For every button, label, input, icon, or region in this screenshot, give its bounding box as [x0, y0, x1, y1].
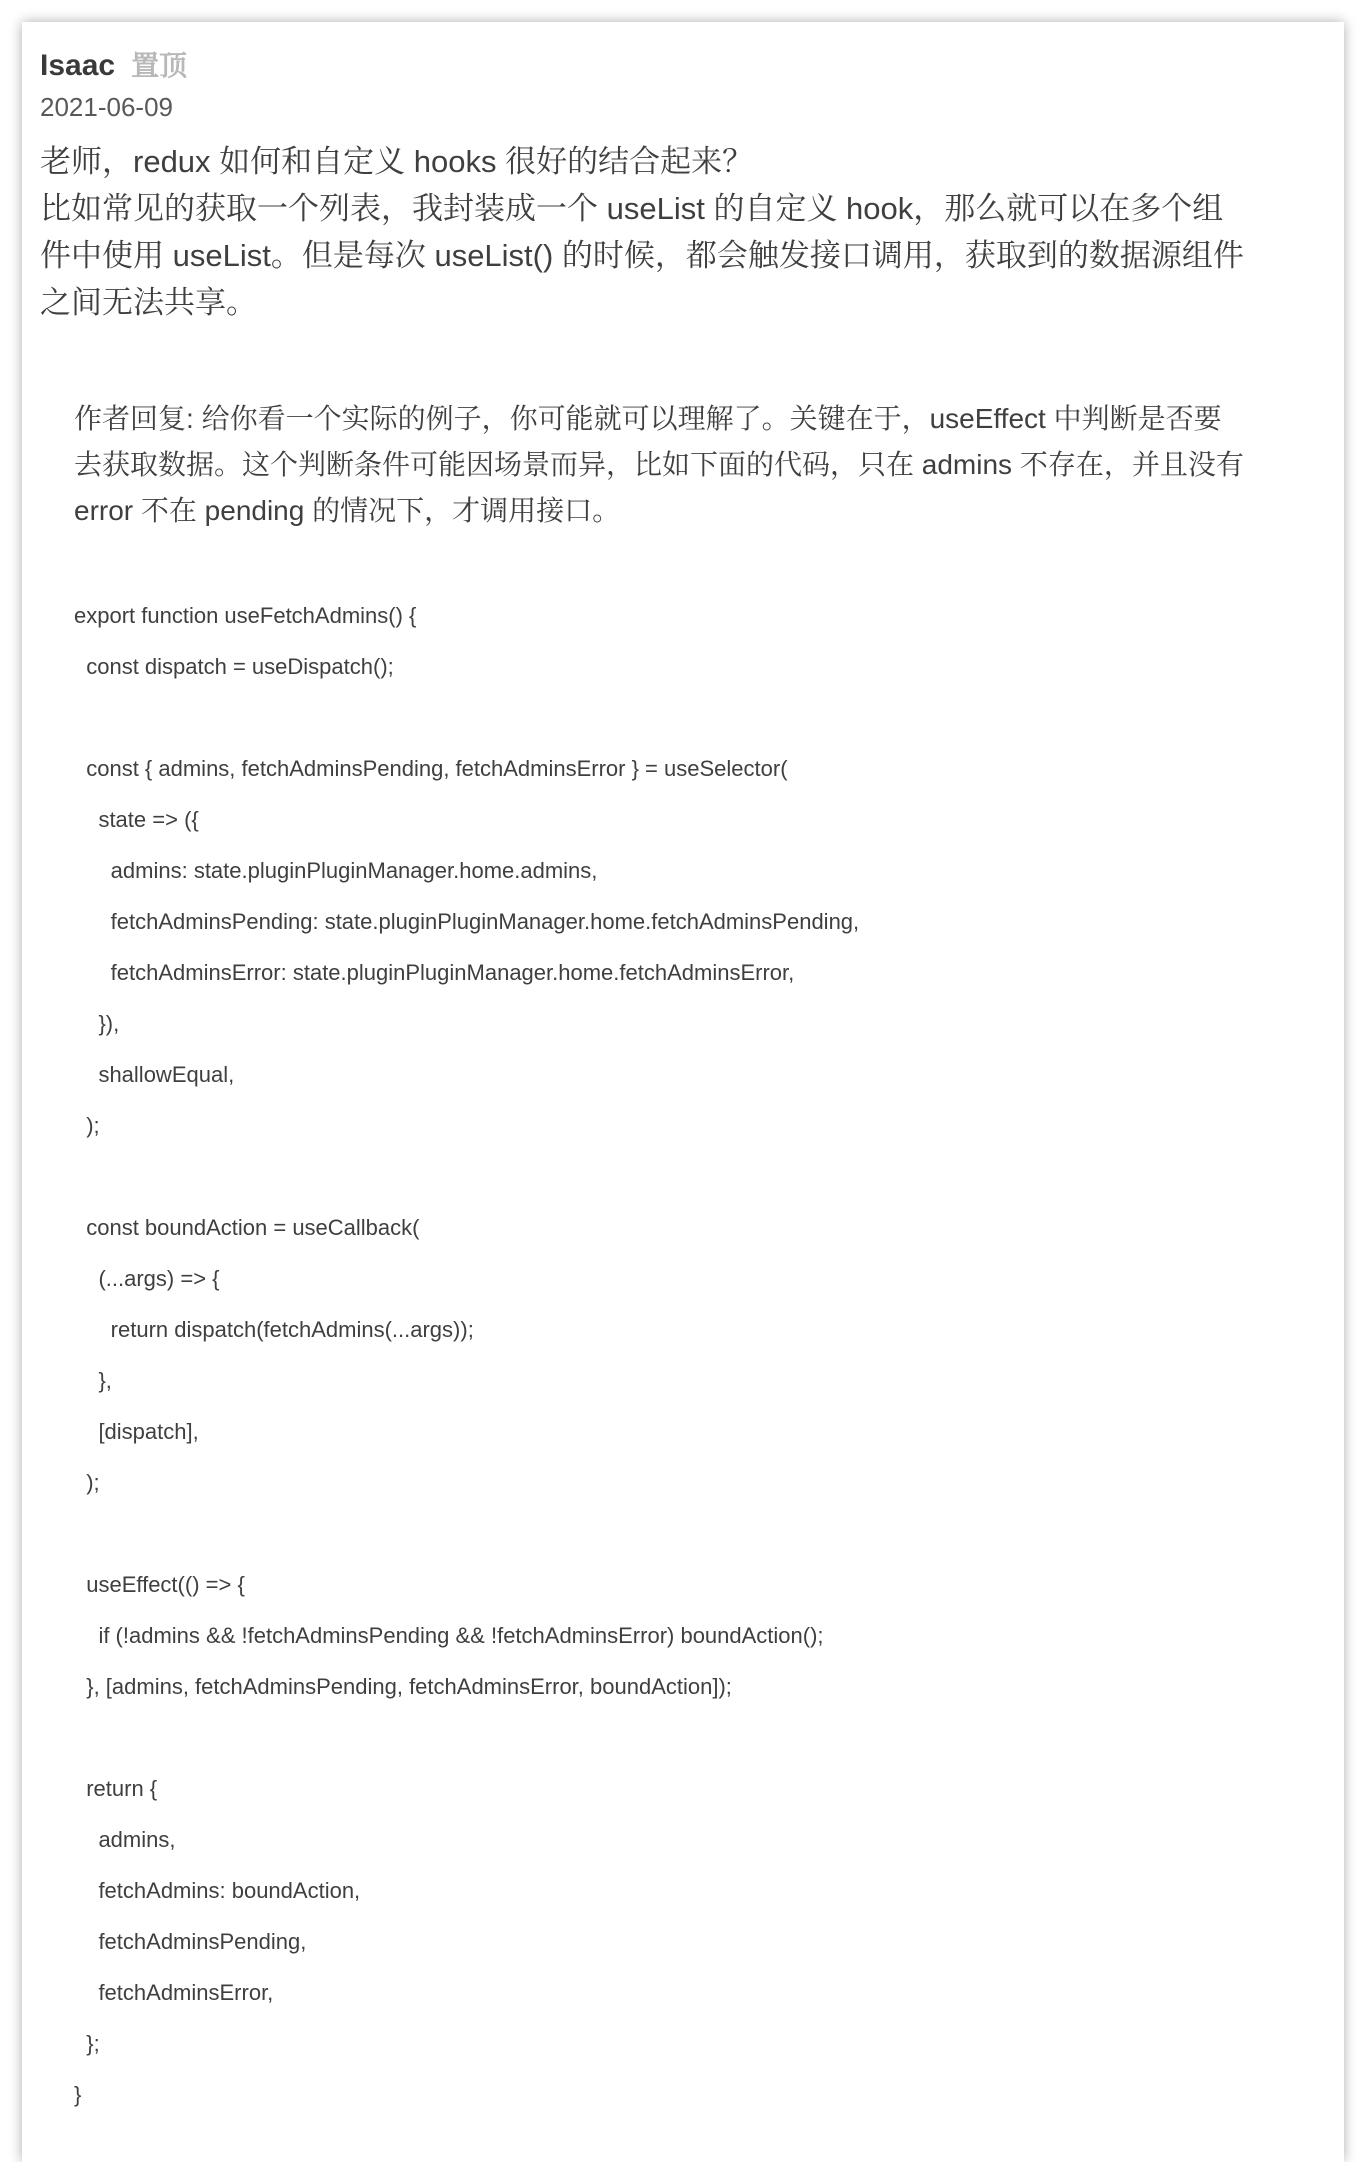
code-line: };	[74, 2031, 100, 2056]
code-line: admins,	[74, 1827, 176, 1852]
code-line	[74, 692, 1326, 743]
code-line: return {	[74, 1776, 158, 1801]
code-line: state => ({	[74, 807, 199, 832]
code-line	[74, 1508, 1326, 1559]
code-line	[74, 1151, 1326, 1202]
code-line: const dispatch = useDispatch();	[74, 654, 394, 679]
pinned-badge: 置顶	[131, 50, 188, 81]
code-line: fetchAdminsPending: state.pluginPluginManager.home.fetchAdminsPending,	[74, 909, 860, 934]
code-line: export function useFetchAdmins() {	[74, 603, 417, 628]
code-line: fetchAdminsError: state.pluginPluginManager.home.fetchAdminsError,	[74, 960, 795, 985]
code-line	[74, 1712, 1326, 1763]
code-line: );	[74, 1113, 100, 1138]
code-line: }),	[74, 1011, 120, 1036]
code-block	[74, 590, 1326, 2120]
code-line: fetchAdminsError,	[74, 1980, 274, 2005]
question-paragraph: 比如常见的获取一个列表，我封装成一个 useList 的自定义 hook，那么就可以在多个组件中使用 useList。但是每次 useList() 的时候，都会触发接口调用，获取到的数据源组件之间无法共享。	[40, 191, 1244, 320]
code-line: admins: state.pluginPluginManager.home.admins,	[74, 858, 598, 883]
question-text	[40, 138, 1250, 326]
code-line: useEffect(() => {	[74, 1572, 245, 1597]
code-line: }	[74, 2082, 82, 2107]
author-reply-label: 作者回复:	[74, 403, 202, 434]
code-line: if (!admins && !fetchAdminsPending && !fetchAdminsError) boundAction();	[74, 1623, 824, 1648]
code-line: [dispatch],	[74, 1419, 199, 1444]
code-line: (...args) => {	[74, 1266, 220, 1291]
code-line: fetchAdminsPending,	[74, 1929, 307, 1954]
code-line: },	[74, 1368, 112, 1393]
code-line: fetchAdmins: boundAction,	[74, 1878, 361, 1903]
code-line: shallowEqual,	[74, 1062, 235, 1087]
post-date: 2021-06-09	[40, 92, 173, 122]
comment-header	[40, 48, 1326, 84]
author-reply	[74, 396, 1244, 534]
code-line: );	[74, 1470, 100, 1495]
code-line: return dispatch(fetchAdmins(...args));	[74, 1317, 474, 1342]
comment-card	[22, 22, 1344, 2162]
question-paragraph: 老师，redux 如何和自定义 hooks 很好的结合起来？	[40, 144, 754, 179]
code-line: const { admins, fetchAdminsPending, fetchAdminsError } = useSelector(	[74, 756, 788, 781]
code-line: }, [admins, fetchAdminsPending, fetchAdminsError, boundAction]);	[74, 1674, 732, 1699]
author-name: Isaac	[40, 49, 116, 82]
code-line: const boundAction = useCallback(	[74, 1215, 420, 1240]
author-reply-text: 给你看一个实际的例子，你可能就可以理解了。关键在于，useEffect 中判断是否要去获取数据。这个判断条件可能因场景而异，比如下面的代码，只在 admins 不存在，并且没有 error 不在 pending 的情况下，才调用接口。	[74, 403, 1244, 526]
